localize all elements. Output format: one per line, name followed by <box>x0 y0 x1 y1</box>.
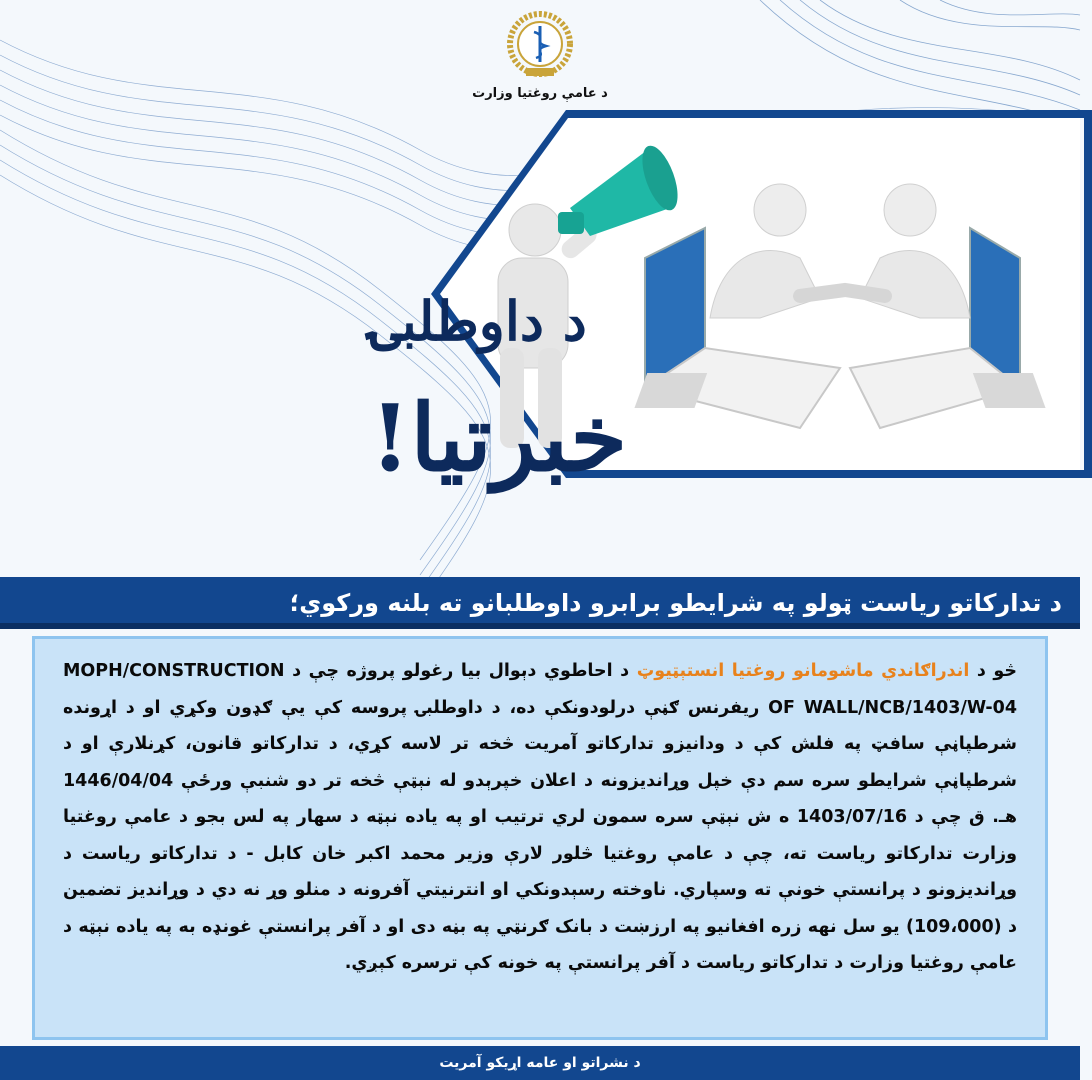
body-part-4: هـ. ق چې د <box>907 807 1018 827</box>
title-band-stripe <box>0 623 1080 629</box>
ministry-name: د عامې روغتیا وزارت <box>472 86 608 101</box>
headline-line1: د داوطلبۍ <box>370 289 587 353</box>
deadline-date-solar: 1403/07/16 <box>796 807 908 827</box>
body-part-1: څو د <box>969 661 1018 681</box>
announcement-body-box <box>32 636 1048 1040</box>
announcement-title-band <box>0 577 1080 629</box>
institute-name-highlight: اندراګاندي ماشومانو روغتیا انستېټیوټ <box>636 661 970 681</box>
laptop-handshake-icon <box>634 184 1045 428</box>
ministry-emblem-icon <box>500 6 580 86</box>
headline-line2: خبرتیا! <box>370 384 628 492</box>
deadline-date-hijri: 1446/04/04 <box>63 770 174 791</box>
body-part-3: ریفرنس ګڼې درلودونکې ده، د داوطلبۍ پروسه کې یې ګډون وکړي او د اړونده شرطپاڼې سافټ په فلش کې د ودانیزو تدارکاتو آمریت څخه تر لاسه کړي، د تدارکاتو قانون، کړنلارې او د شرطپاڼې شرایطو سره سم دې خپل وړاندیزونه د اعلان خپرېدو له نېټې څخه تر دو شنبې ورځې <box>63 697 1017 791</box>
headline <box>50 270 628 590</box>
announcement-title: د تدارکاتو ریاست ټولو په شرایطو برابرو داوطلبانو ته بلنه ورکوي؛ <box>289 589 1062 617</box>
body-part-2: د احاطوي دېوال بیا رغولو پروژه چې د <box>284 661 637 681</box>
reference-number: MOPH/CONSTRUCTION OF WALL/NCB/1403/W-04 <box>63 661 1017 718</box>
body-part-5: ه ش نېټې سره سمون لري ترتیب او په یاده نېټه د سهار په لس بجو د عامې روغتیا وزارت تدارکاتو ریاست ته، چې د عامې روغتیا څلور لارې وزیر محمد اکبر خان کابل - د تدارکاتو ریاست د وړاندیزونو د پرانستې خونې ته وسپاري. ناوخته رسېدونکي او انترنیتي آفرونه د منلو وړ نه دي د وړاندیز تضمین د (109،000) یو سل نهه زره افغانیو په ارزښت د بانک ګرنټي په بڼه دی او د آفر پرانستې غونډه به په یاده نېټه د عامې روغتیا وزارت د تدارکاتو ریاست د آفر پرانستې په خونه کې ترسره کېږي. <box>63 807 1017 973</box>
footer-bar <box>0 1046 1080 1080</box>
announcement-body <box>63 653 1017 982</box>
footer-text: د نشراتو او عامه اړیکو آمریت <box>439 1055 641 1071</box>
